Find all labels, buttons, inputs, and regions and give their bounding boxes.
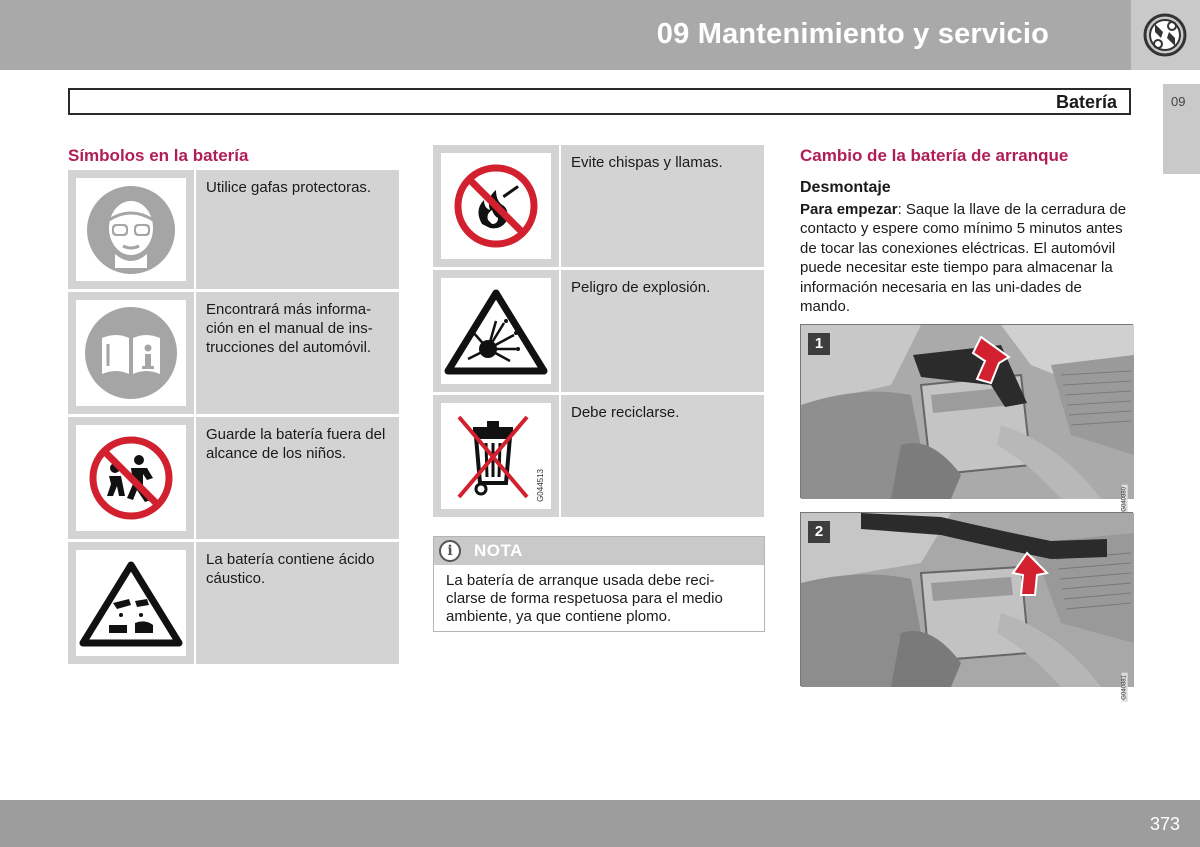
symbols-table-left: [68, 170, 399, 667]
chapter-icon-box: [1131, 0, 1200, 70]
symbol-text: La batería contiene ácido cáustico.: [196, 542, 399, 667]
symbol-icon-cell: [68, 170, 196, 292]
section-title: Batería: [1055, 92, 1117, 112]
keep-away-children-icon: [87, 434, 175, 522]
section-title-box: [68, 88, 1131, 115]
symbol-text: Utilice gafas protectoras.: [196, 170, 399, 292]
figure-code: G040881: [1122, 675, 1128, 700]
symbols-heading: Símbolos en la batería: [68, 146, 249, 165]
symbol-row: [68, 417, 399, 542]
note-text: La batería de arranque usada debe reci- clarse de forma respetuosa para el medio ambiente, ya que contiene plomo.: [446, 572, 723, 625]
battery-change-heading: Cambio de la batería de arranque: [800, 146, 1069, 165]
instruction-paragraph: [800, 200, 1134, 316]
symbol-text: Guarde la batería fuera del alcance de los niños.: [196, 417, 399, 542]
symbol-icon-cell: [433, 395, 561, 520]
symbol-icon-cell: [433, 270, 561, 395]
note-box: [433, 536, 765, 632]
page-footer: [0, 800, 1200, 847]
symbol-row: [68, 292, 399, 417]
corrosive-acid-icon: [79, 559, 183, 647]
safety-goggles-icon: [85, 184, 177, 276]
symbol-text: [196, 292, 399, 417]
page-number: 373: [1149, 814, 1180, 834]
wrench-gear-icon: [1141, 11, 1189, 59]
explosion-hazard-icon: [444, 287, 548, 375]
chapter-side-tab: [1163, 84, 1200, 174]
symbol-icon-cell: [433, 145, 561, 270]
symbol-icon-cell: [68, 292, 196, 417]
note-label: NOTA: [474, 541, 523, 560]
symbol-row: [433, 145, 764, 270]
symbol-text: Evite chispas y llamas.: [561, 145, 764, 270]
symbol-text-content: Encontrará más informa- ción en el manual de ins- trucciones del automóvil.: [206, 301, 373, 356]
manual-info-icon: [82, 304, 180, 402]
recycle-bin-crossed-icon: [453, 411, 533, 501]
symbol-text: Debe reciclarse.: [561, 395, 764, 520]
figure-number: 2: [808, 521, 830, 543]
symbol-row: [68, 170, 399, 292]
note-header: [434, 537, 764, 565]
figure-code: G040880: [1122, 487, 1128, 512]
chapter-header: [0, 0, 1131, 70]
symbol-row: [433, 395, 764, 520]
chapter-title: 09 Mantenimiento y servicio: [656, 18, 1049, 50]
figure-photo-2: [800, 512, 1133, 700]
symbol-icon-cell: [68, 417, 196, 542]
chapter-tab-number: 09: [1171, 94, 1186, 109]
instruction-text: : Saque la llave de la cerradura de contacto y espere como mínimo 5 minutos antes de tocar las conexiones eléctricas. El automóvil puede necesitar este tiempo para almacenar la información necesaria en las uni-dades de mando.: [800, 201, 1127, 316]
engine-bay-photo: [801, 325, 1134, 499]
figure-code: G044513: [536, 469, 545, 502]
symbol-row: [433, 270, 764, 395]
no-flames-icon: [452, 162, 540, 250]
symbol-text: Peligro de explosión.: [561, 270, 764, 395]
symbol-row: [68, 542, 399, 667]
figure-number: 1: [808, 333, 830, 355]
instruction-lead: Para empezar: [800, 201, 898, 218]
engine-bay-photo: [801, 513, 1134, 687]
info-icon: i: [439, 540, 461, 562]
symbols-table-middle: [433, 145, 764, 520]
symbol-icon-cell: [68, 542, 196, 667]
figure-photo-1: [800, 324, 1133, 512]
removal-subheading: Desmontaje: [800, 179, 891, 196]
